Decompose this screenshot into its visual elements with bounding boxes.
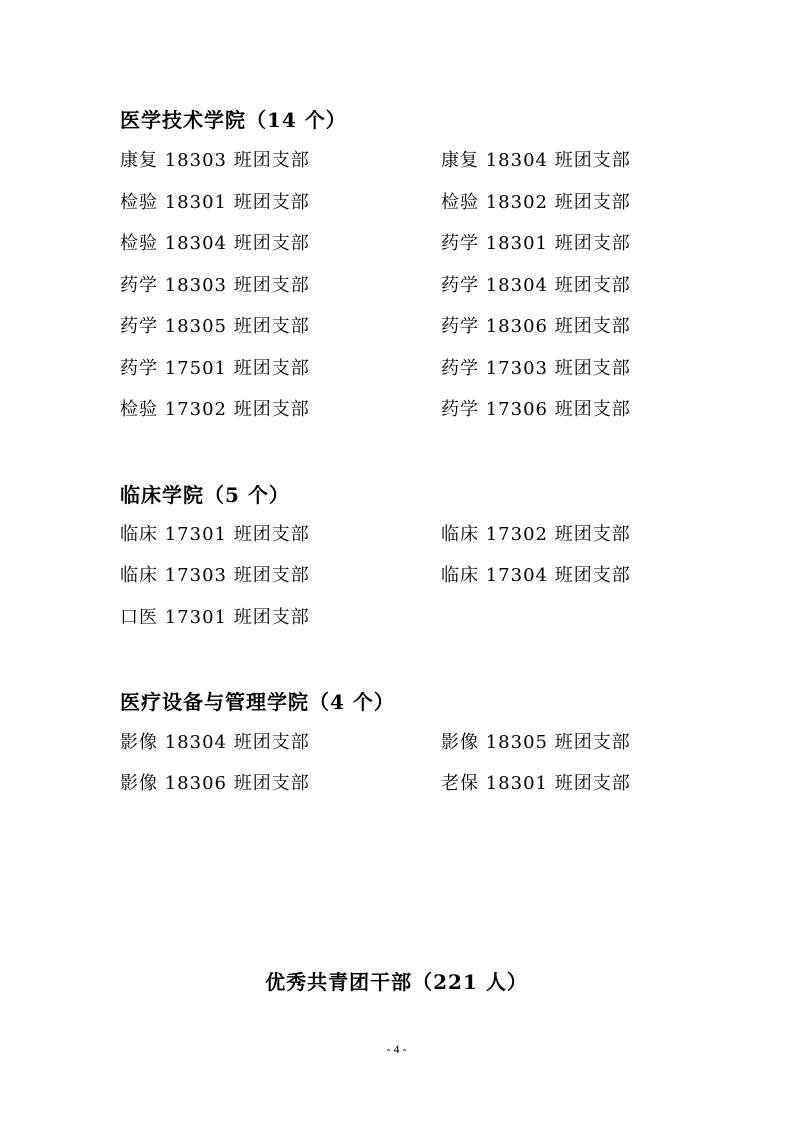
branch-item: 药学 17306 班团支部 xyxy=(441,399,631,420)
branch-item: 影像 18306 班团支部 xyxy=(120,773,310,794)
branch-item: 药学 17501 班团支部 xyxy=(120,358,310,379)
list-row xyxy=(120,769,680,799)
section-title-medical-equipment: 医疗设备与管理学院（4 个） xyxy=(120,690,395,714)
branch-item: 老保 18301 班团支部 xyxy=(441,773,631,794)
section-title-medical-technology: 医学技术学院（14 个） xyxy=(120,108,347,132)
list-row xyxy=(120,188,680,218)
branch-item: 临床 17301 班团支部 xyxy=(120,524,310,545)
branch-item: 药学 18306 班团支部 xyxy=(441,316,631,337)
branch-item: 检验 18302 班团支部 xyxy=(441,192,631,213)
branch-item: 影像 18304 班团支部 xyxy=(120,732,310,753)
branch-item: 药学 18301 班团支部 xyxy=(441,233,631,254)
award-title: 优秀共青团干部（221 人） xyxy=(265,970,528,994)
list-row xyxy=(120,603,680,633)
branch-item: 口医 17301 班团支部 xyxy=(120,607,310,628)
branch-item: 药学 17303 班团支部 xyxy=(441,358,631,379)
branch-item: 药学 18305 班团支部 xyxy=(120,316,310,337)
branch-item: 临床 17304 班团支部 xyxy=(441,565,631,586)
branch-item: 检验 18301 班团支部 xyxy=(120,192,310,213)
branch-item: 临床 17302 班团支部 xyxy=(441,524,631,545)
branch-item: 药学 18303 班团支部 xyxy=(120,275,310,296)
section-title-clinical: 临床学院（5 个） xyxy=(120,483,290,507)
list-row xyxy=(120,561,680,591)
page-number: - 4 - xyxy=(386,1042,407,1056)
branch-item: 药学 18304 班团支部 xyxy=(441,275,631,296)
list-row xyxy=(120,271,680,301)
branch-item: 康复 18303 班团支部 xyxy=(120,150,310,171)
branch-item: 检验 18304 班团支部 xyxy=(120,233,310,254)
list-row xyxy=(120,146,680,176)
list-row xyxy=(120,395,680,425)
branch-item: 检验 17302 班团支部 xyxy=(120,399,310,420)
list-row xyxy=(120,312,680,342)
branch-item: 临床 17303 班团支部 xyxy=(120,565,310,586)
branch-item: 康复 18304 班团支部 xyxy=(441,150,631,171)
list-row xyxy=(120,229,680,259)
branch-item: 影像 18305 班团支部 xyxy=(441,732,631,753)
list-row xyxy=(120,728,680,758)
list-row xyxy=(120,520,680,550)
list-row xyxy=(120,354,680,384)
